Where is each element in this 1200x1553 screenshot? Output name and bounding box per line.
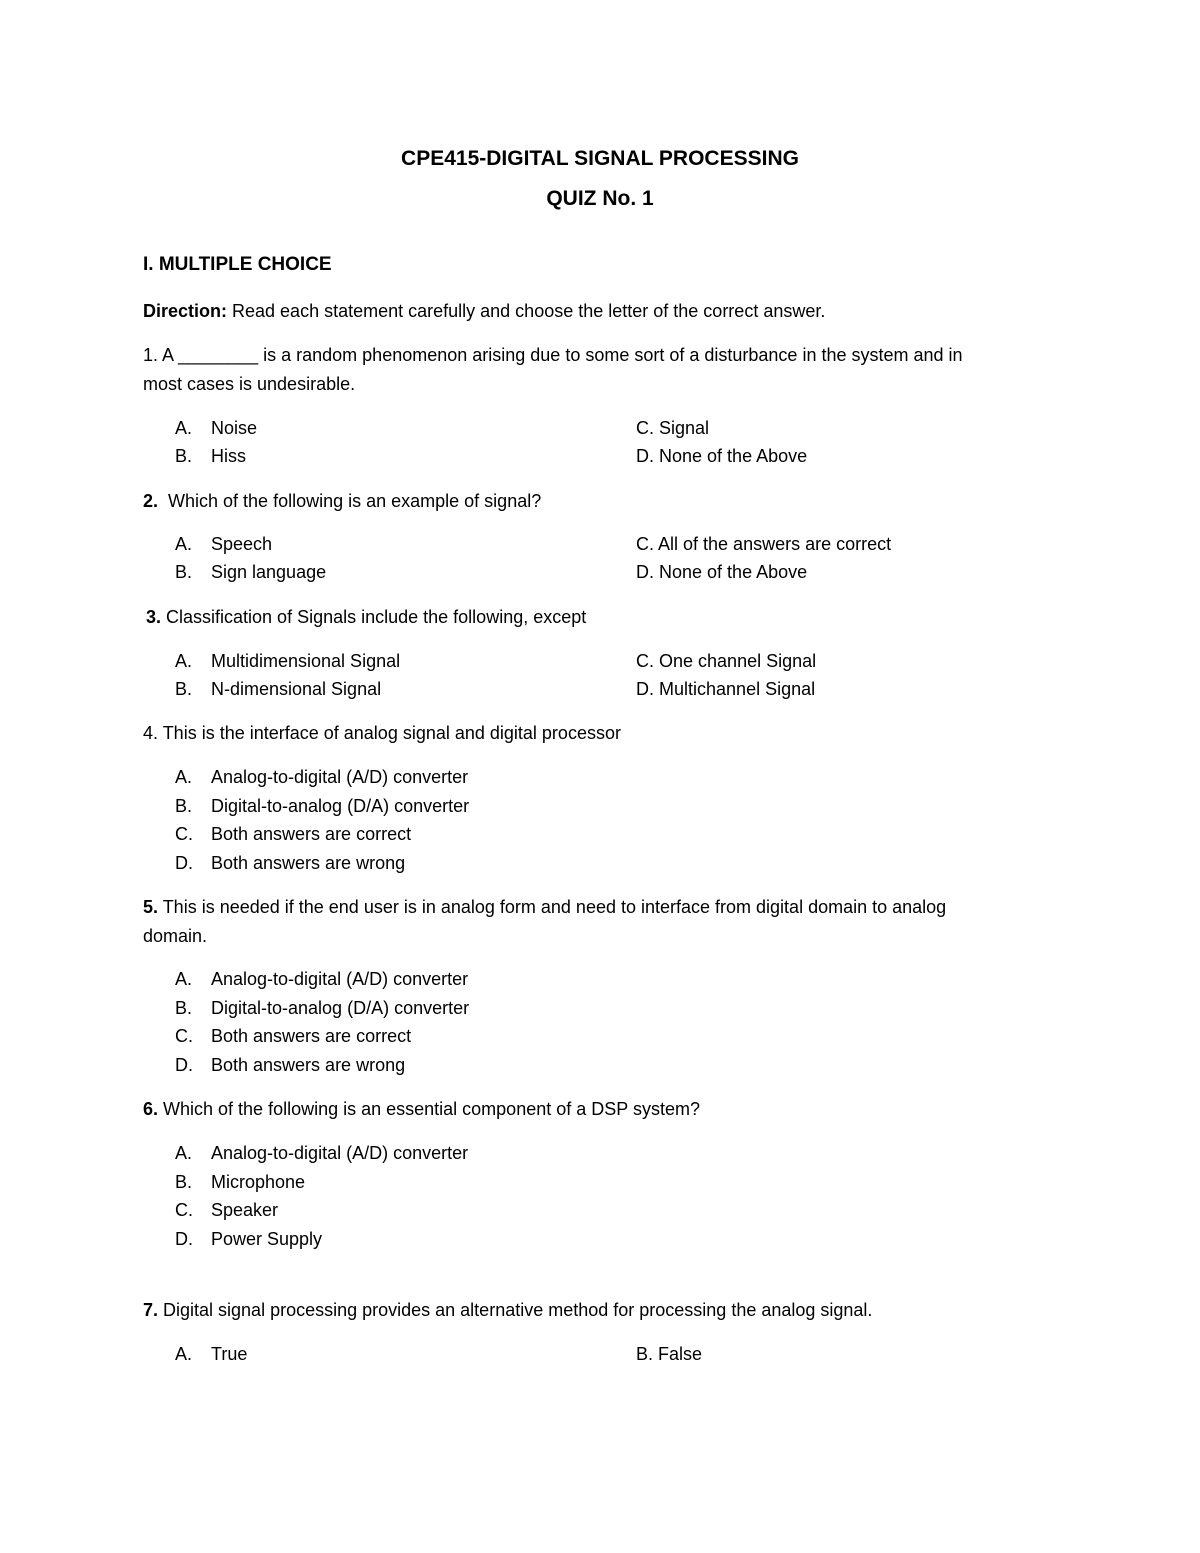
- option-text: False: [658, 1344, 703, 1364]
- option-text: Speaker: [211, 1200, 279, 1220]
- question-number: 5.: [143, 897, 159, 917]
- question-number: 6.: [143, 1099, 159, 1119]
- option-text: Analog-to-digital (A/D) converter: [211, 969, 469, 989]
- option-text: Analog-to-digital (A/D) converter: [211, 1143, 469, 1163]
- option-text: Microphone: [211, 1172, 306, 1192]
- question-text: This is needed if the end user is in analog form and need to interface from digital domain to analog: [158, 897, 947, 917]
- question-number: 4.: [143, 723, 159, 743]
- option-text: None of the Above: [659, 446, 808, 466]
- option-text: Hiss: [211, 446, 246, 466]
- option-text: Multichannel Signal: [659, 679, 816, 699]
- question-1: [143, 345, 963, 366]
- question-1-continued: most cases is undesirable.: [143, 374, 356, 394]
- question-text: This is the interface of analog signal and digital processor: [158, 723, 621, 743]
- option-a: [175, 767, 468, 788]
- option-letter: D.: [636, 562, 654, 582]
- question-text: Which of the following is an essential component of a DSP system?: [158, 1099, 700, 1119]
- direction-text: Read each statement carefully and choose the letter of the correct answer.: [227, 301, 826, 321]
- option-d: [175, 853, 405, 874]
- option-letter: C.: [175, 824, 193, 844]
- option-letter: A.: [175, 767, 193, 787]
- option-letter: C.: [175, 1200, 193, 1220]
- option-letter: B.: [175, 446, 193, 466]
- option-text: Signal: [659, 418, 710, 438]
- question-text: A ________ is a random phenomenon arising due to some sort of a disturbance in the system and in: [158, 345, 963, 365]
- option-letter: A.: [175, 418, 193, 438]
- option-text: Noise: [211, 418, 258, 438]
- option-letter: D.: [175, 1055, 193, 1075]
- option-letter: B.: [175, 562, 193, 582]
- option-letter: C.: [636, 418, 654, 438]
- option-letter: D.: [175, 1229, 193, 1249]
- option-text: Both answers are correct: [211, 1026, 412, 1046]
- option-text: Digital-to-analog (D/A) converter: [211, 796, 470, 816]
- option-b: [636, 1344, 702, 1365]
- option-text: One channel Signal: [659, 651, 817, 671]
- option-d: [175, 1229, 322, 1250]
- option-d: [636, 446, 807, 467]
- option-text: True: [211, 1344, 248, 1364]
- option-b: [175, 796, 469, 817]
- question-7: [143, 1300, 872, 1321]
- question-text: Classification of Signals include the following, except: [161, 607, 587, 627]
- question-text: Which of the following is an example of signal?: [158, 491, 542, 511]
- option-text: N-dimensional Signal: [211, 679, 382, 699]
- option-text: Both answers are wrong: [211, 1055, 406, 1075]
- question-2: [143, 491, 541, 512]
- option-letter: C.: [636, 534, 654, 554]
- option-letter: A.: [175, 1143, 193, 1163]
- option-letter: C.: [175, 1026, 193, 1046]
- option-text: Multidimensional Signal: [211, 651, 401, 671]
- option-letter: B.: [175, 1172, 193, 1192]
- option-letter: A.: [175, 1344, 193, 1364]
- option-d: [636, 679, 815, 700]
- option-letter: B.: [175, 796, 193, 816]
- option-text: Both answers are correct: [211, 824, 412, 844]
- option-letter: D.: [636, 679, 654, 699]
- option-d: [175, 1055, 405, 1076]
- option-text: Speech: [211, 534, 273, 554]
- option-letter: A.: [175, 534, 193, 554]
- option-text: Both answers are wrong: [211, 853, 406, 873]
- option-b: [175, 446, 246, 467]
- option-text: Digital-to-analog (D/A) converter: [211, 998, 470, 1018]
- page-title: CPE415-DIGITAL SIGNAL PROCESSING: [401, 147, 799, 170]
- option-letter: B.: [636, 1344, 654, 1364]
- option-letter: D.: [636, 446, 654, 466]
- option-text: Power Supply: [211, 1229, 323, 1249]
- option-letter: C.: [636, 651, 654, 671]
- option-b: [175, 998, 469, 1019]
- option-letter: B.: [175, 998, 193, 1018]
- direction: [143, 301, 825, 322]
- option-c: [636, 651, 816, 672]
- option-a: [175, 534, 272, 555]
- option-a: [175, 418, 257, 439]
- question-3: [146, 607, 586, 628]
- option-c: [175, 1026, 411, 1047]
- option-b: [175, 562, 326, 583]
- option-letter: A.: [175, 969, 193, 989]
- option-letter: D.: [175, 853, 193, 873]
- option-text: Sign language: [211, 562, 327, 582]
- option-b: [175, 1172, 305, 1193]
- option-c: [175, 1200, 278, 1221]
- section-heading: I. MULTIPLE CHOICE: [143, 254, 332, 275]
- option-a: [175, 1143, 468, 1164]
- option-d: [636, 562, 807, 583]
- direction-label: Direction:: [143, 301, 228, 321]
- question-6: [143, 1099, 700, 1120]
- option-c: [636, 418, 709, 439]
- option-c: [636, 534, 891, 555]
- question-number: 2.: [143, 491, 159, 511]
- option-text: None of the Above: [659, 562, 808, 582]
- question-number: 1.: [143, 345, 159, 365]
- question-number: 7.: [143, 1300, 159, 1320]
- option-b: [175, 679, 381, 700]
- option-c: [175, 824, 411, 845]
- question-5: [143, 897, 946, 918]
- quiz-number: QUIZ No. 1: [546, 187, 654, 210]
- question-number: 3.: [146, 607, 162, 627]
- question-text: Digital signal processing provides an alternative method for processing the analog signal.: [158, 1300, 873, 1320]
- option-a: [175, 1344, 247, 1365]
- option-text: All of the answers are correct: [658, 534, 892, 554]
- option-letter: A.: [175, 651, 193, 671]
- option-a: [175, 969, 468, 990]
- question-4: [143, 723, 621, 744]
- option-text: Analog-to-digital (A/D) converter: [211, 767, 469, 787]
- option-a: [175, 651, 400, 672]
- option-letter: B.: [175, 679, 193, 699]
- question-5-continued: domain.: [143, 926, 208, 946]
